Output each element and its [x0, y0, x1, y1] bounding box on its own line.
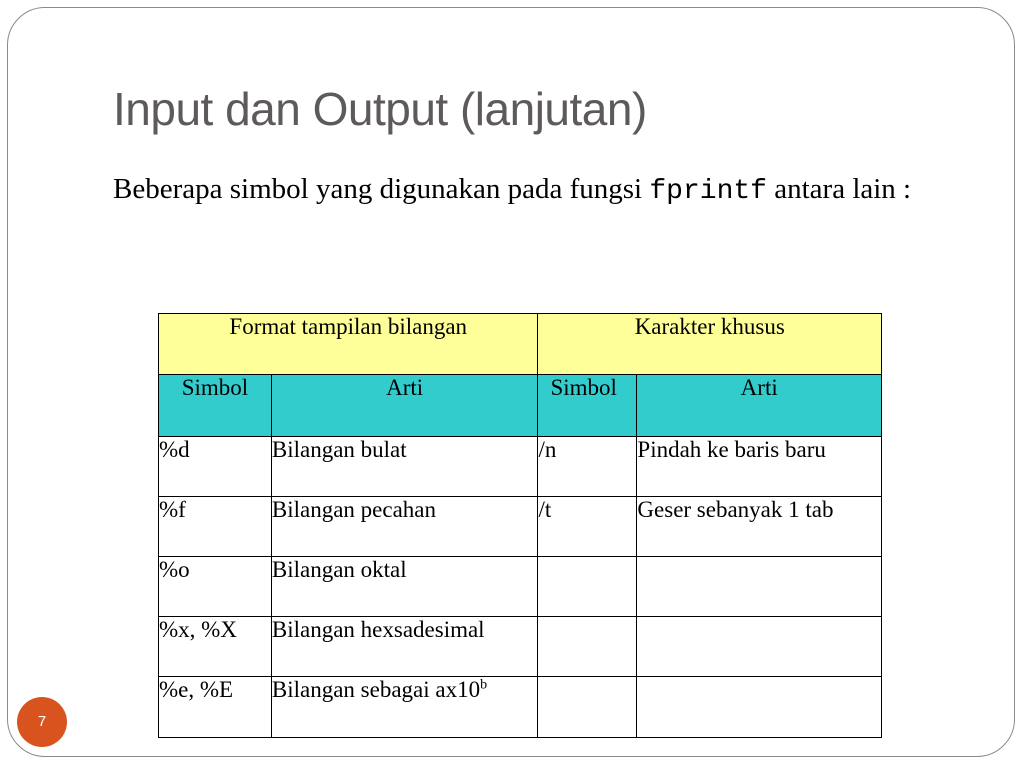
table-row	[159, 677, 882, 738]
table-row	[159, 557, 882, 617]
intro-paragraph	[113, 168, 973, 213]
sub-header-simbol-1: Simbol	[159, 375, 272, 437]
cell-symbol: %x, %X	[159, 617, 272, 677]
cell-meaning	[271, 677, 538, 738]
table-row	[159, 497, 882, 557]
intro-code-fprintf: fprintf	[649, 176, 767, 207]
group-header-format: Format tampilan bilangan	[159, 314, 538, 375]
table-sub-header-row	[159, 375, 882, 437]
sub-header-arti-1: Arti	[271, 375, 538, 437]
format-symbol-table	[158, 313, 882, 738]
cell-meaning: Bilangan bulat	[271, 437, 538, 497]
cell-meaning-text: Bilangan sebagai ax10	[271, 677, 481, 702]
cell-symbol: %f	[159, 497, 272, 557]
cell-symbol: %o	[159, 557, 272, 617]
sub-header-arti-2: Arti	[637, 375, 882, 437]
table-row	[159, 617, 882, 677]
page-number-badge: 7	[17, 697, 67, 747]
cell-symbol: %d	[159, 437, 272, 497]
cell-special-meaning	[637, 557, 882, 617]
cell-special-meaning: Geser sebanyak 1 tab	[637, 497, 882, 557]
cell-special-meaning	[637, 677, 882, 738]
cell-special-symbol	[538, 557, 637, 617]
superscript-exponent: b	[480, 677, 488, 693]
cell-special-symbol	[538, 677, 637, 738]
cell-special-symbol: /t	[538, 497, 637, 557]
sub-header-simbol-2: Simbol	[538, 375, 637, 437]
intro-text-after: antara lain :	[766, 173, 912, 205]
group-header-special-chars: Karakter khusus	[538, 314, 882, 375]
cell-special-symbol	[538, 617, 637, 677]
cell-meaning: Bilangan hexsadesimal	[271, 617, 538, 677]
cell-special-meaning	[637, 617, 882, 677]
cell-special-meaning: Pindah ke baris baru	[637, 437, 882, 497]
table-row	[159, 437, 882, 497]
intro-text-before: Beberapa simbol yang digunakan pada fungsi	[113, 173, 650, 205]
table-group-header-row	[159, 314, 882, 375]
cell-meaning: Bilangan oktal	[271, 557, 538, 617]
cell-symbol: %e, %E	[159, 677, 272, 738]
cell-special-symbol: /n	[538, 437, 637, 497]
slide-title: Input dan Output (lanjutan)	[113, 83, 647, 135]
cell-meaning: Bilangan pecahan	[271, 497, 538, 557]
